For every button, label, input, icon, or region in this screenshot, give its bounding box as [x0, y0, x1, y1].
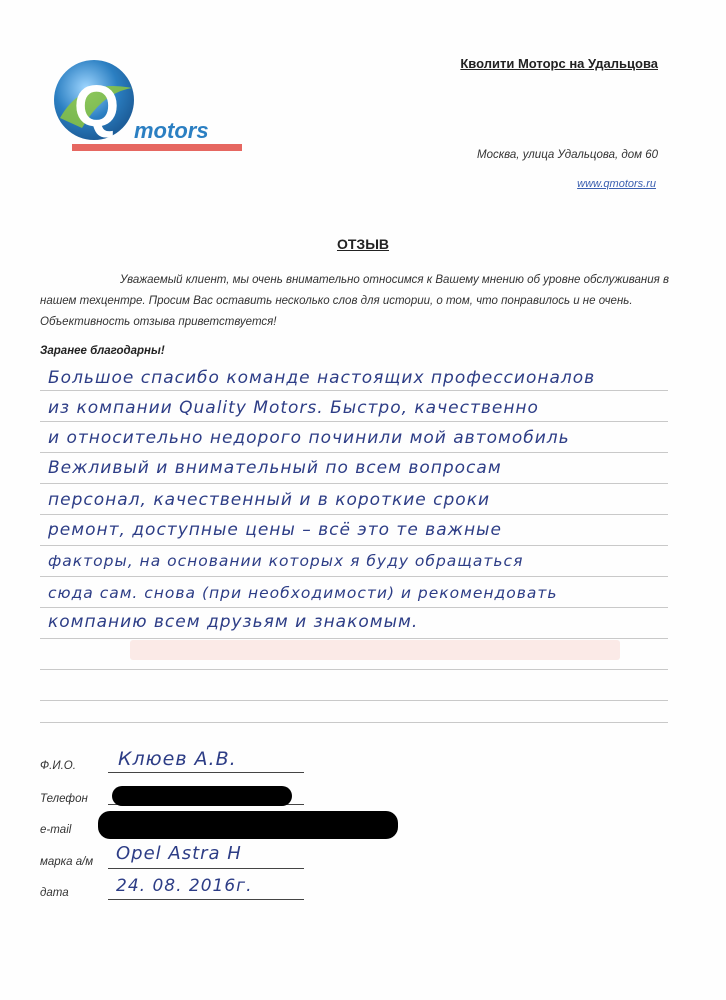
review-line: ремонт, доступные цены – всё это те важные — [48, 520, 502, 540]
review-line: и относительно недорого починили мой автомобиль — [48, 428, 570, 448]
email-label: e-mail — [40, 824, 72, 836]
svg-text:Q: Q — [74, 74, 120, 139]
review-line: Вежливый и внимательный по всем вопросам — [48, 458, 502, 478]
ruled-line — [40, 421, 668, 422]
ruled-line — [40, 483, 668, 484]
ruled-line — [40, 545, 668, 546]
form-intro-text: Уважаемый клиент, мы очень внимательно относимся к Вашему мнению об уровне обслуживания в нашем техцентре. Просим Вас оставить несколько слов для истории, о том, что понравилось и не очень. Объективность отзыва приветствуется! — [40, 274, 669, 328]
ruled-line — [40, 452, 668, 453]
date-underline — [108, 899, 304, 900]
fio-label: Ф.И.О. — [40, 760, 76, 772]
ruled-line — [40, 669, 668, 670]
review-line: Большое спасибо команде настоящих профессионалов — [48, 368, 596, 388]
car-value: Opel Astra H — [116, 843, 242, 864]
company-address: Москва, улица Удальцова, дом 60 — [477, 149, 658, 161]
car-label: марка а/м — [40, 856, 94, 868]
ruled-line — [40, 607, 668, 608]
review-line: сюда сам. снова (при необходимости) и рекомендовать — [48, 584, 558, 602]
car-underline — [108, 868, 304, 869]
ruled-line — [40, 390, 668, 391]
form-title: ОТЗЫВ — [336, 236, 390, 252]
email-redaction — [98, 811, 398, 839]
date-value: 24. 08. 2016г. — [116, 876, 253, 896]
qmotors-logo — [52, 58, 252, 168]
faded-stamp-watermark — [130, 640, 620, 660]
company-name: Кволити Моторс на Удальцова — [460, 56, 658, 71]
ruled-line — [40, 700, 668, 701]
review-line: из компании Quality Motors. Быстро, качественно — [48, 398, 539, 418]
ruled-line — [40, 576, 668, 577]
ruled-line — [40, 514, 668, 515]
thanks-text: Заранее благодарны! — [40, 345, 165, 357]
fio-value: Клюев А.В. — [118, 748, 237, 770]
review-line: компанию всем друзьям и знакомым. — [48, 612, 419, 632]
phone-redaction — [112, 786, 292, 806]
fio-underline — [108, 772, 304, 773]
company-website-link[interactable]: www.qmotors.ru — [577, 178, 656, 190]
review-line: персонал, качественный и в короткие сроки — [48, 490, 491, 510]
svg-text:motors: motors — [134, 118, 209, 143]
phone-label: Телефон — [40, 793, 88, 805]
review-line: факторы, на основании которых я буду обращаться — [48, 552, 524, 570]
date-label: дата — [40, 887, 69, 899]
ruled-line — [40, 638, 668, 639]
ruled-line — [40, 722, 668, 723]
